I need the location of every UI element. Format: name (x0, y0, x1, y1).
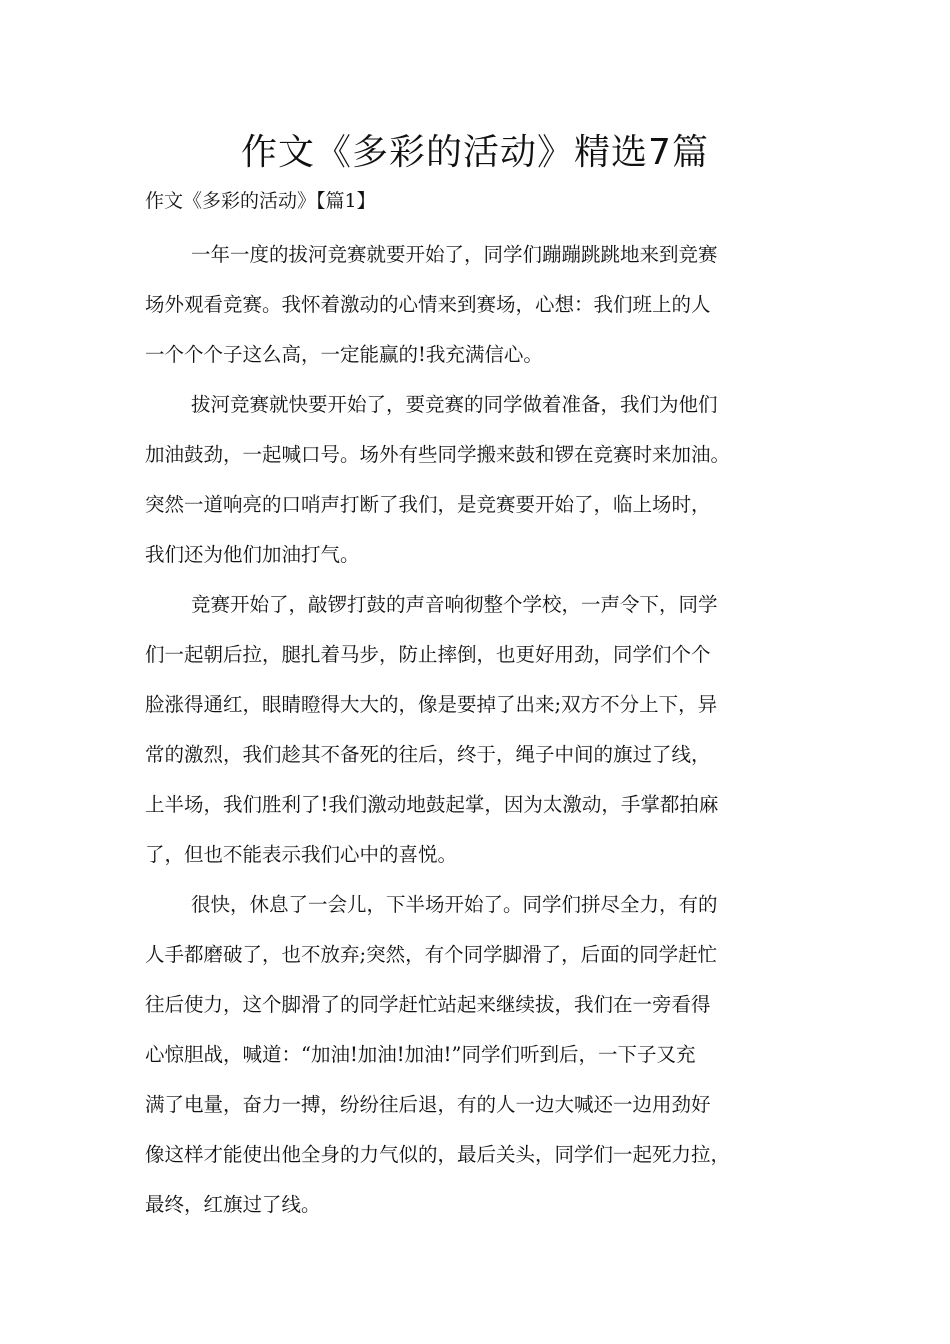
paragraph-2 (145, 380, 825, 580)
paragraph-line: 满了电量，奋力一搏，纷纷往后退，有的人一边大喊还一边用劲好 (145, 1093, 711, 1116)
paragraph-4 (145, 880, 825, 1230)
paragraph-line: 上半场，我们胜利了!我们激动地鼓起掌，因为太激动，手掌都拍麻 (145, 793, 719, 816)
document-title: 作文《多彩的活动》精选7篇 (241, 132, 709, 173)
paragraph-line: 我们还为他们加油打气。 (145, 543, 360, 566)
paragraph-line: 拔河竞赛就快要开始了，要竞赛的同学做着准备，我们为他们 (191, 393, 718, 416)
paragraph-line: 最终，红旗过了线。 (145, 1193, 321, 1216)
paragraph-1 (145, 230, 825, 380)
paragraph-line: 像这样才能使出他全身的力气似的，最后关头，同学们一起死力拉， (145, 1143, 731, 1166)
paragraph-line: 一年一度的拔河竞赛就要开始了，同学们蹦蹦跳跳地来到竞赛 (191, 243, 718, 266)
paragraph-line: 人手都磨破了，也不放弃;突然，有个同学脚滑了，后面的同学赶忙 (145, 943, 718, 966)
paragraph-line: 场外观看竞赛。我怀着激动的心情来到赛场，心想：我们班上的人 (145, 293, 711, 316)
paragraph-line: 常的激烈，我们趁其不备死的往后，终于，绳子中间的旗过了线， (145, 743, 711, 766)
paragraph-3 (145, 580, 825, 880)
paragraph-line: 加油鼓劲，一起喊口号。场外有些同学搬来鼓和锣在竞赛时来加油。 (145, 443, 731, 466)
paragraph-line: 了，但也不能表示我们心中的喜悦。 (145, 843, 458, 866)
paragraph-line: 往后使力，这个脚滑了的同学赶忙站起来继续拔，我们在一旁看得 (145, 993, 711, 1016)
paragraph-line: 很快，休息了一会儿，下半场开始了。同学们拼尽全力，有的 (191, 893, 718, 916)
paragraph-line: 突然一道响亮的口哨声打断了我们，是竞赛要开始了，临上场时， (145, 493, 711, 516)
paragraph-line: 脸涨得通红，眼睛瞪得大大的，像是要掉了出来;双方不分上下，异 (145, 693, 718, 716)
paragraph-line: 心惊胆战，喊道：“加油!加油!加油!”同学们听到后，一下子又充 (145, 1043, 696, 1066)
section-heading: 作文《多彩的活动》【篇1】 (145, 190, 376, 212)
document-body (145, 230, 825, 1230)
paragraph-line: 们一起朝后拉，腿扎着马步，防止摔倒，也更好用劲，同学们个个 (145, 643, 711, 666)
paragraph-line: 竞赛开始了，敲锣打鼓的声音响彻整个学校，一声令下，同学 (191, 593, 718, 616)
paragraph-line: 一个个个子这么高，一定能赢的!我充满信心。 (145, 343, 543, 366)
